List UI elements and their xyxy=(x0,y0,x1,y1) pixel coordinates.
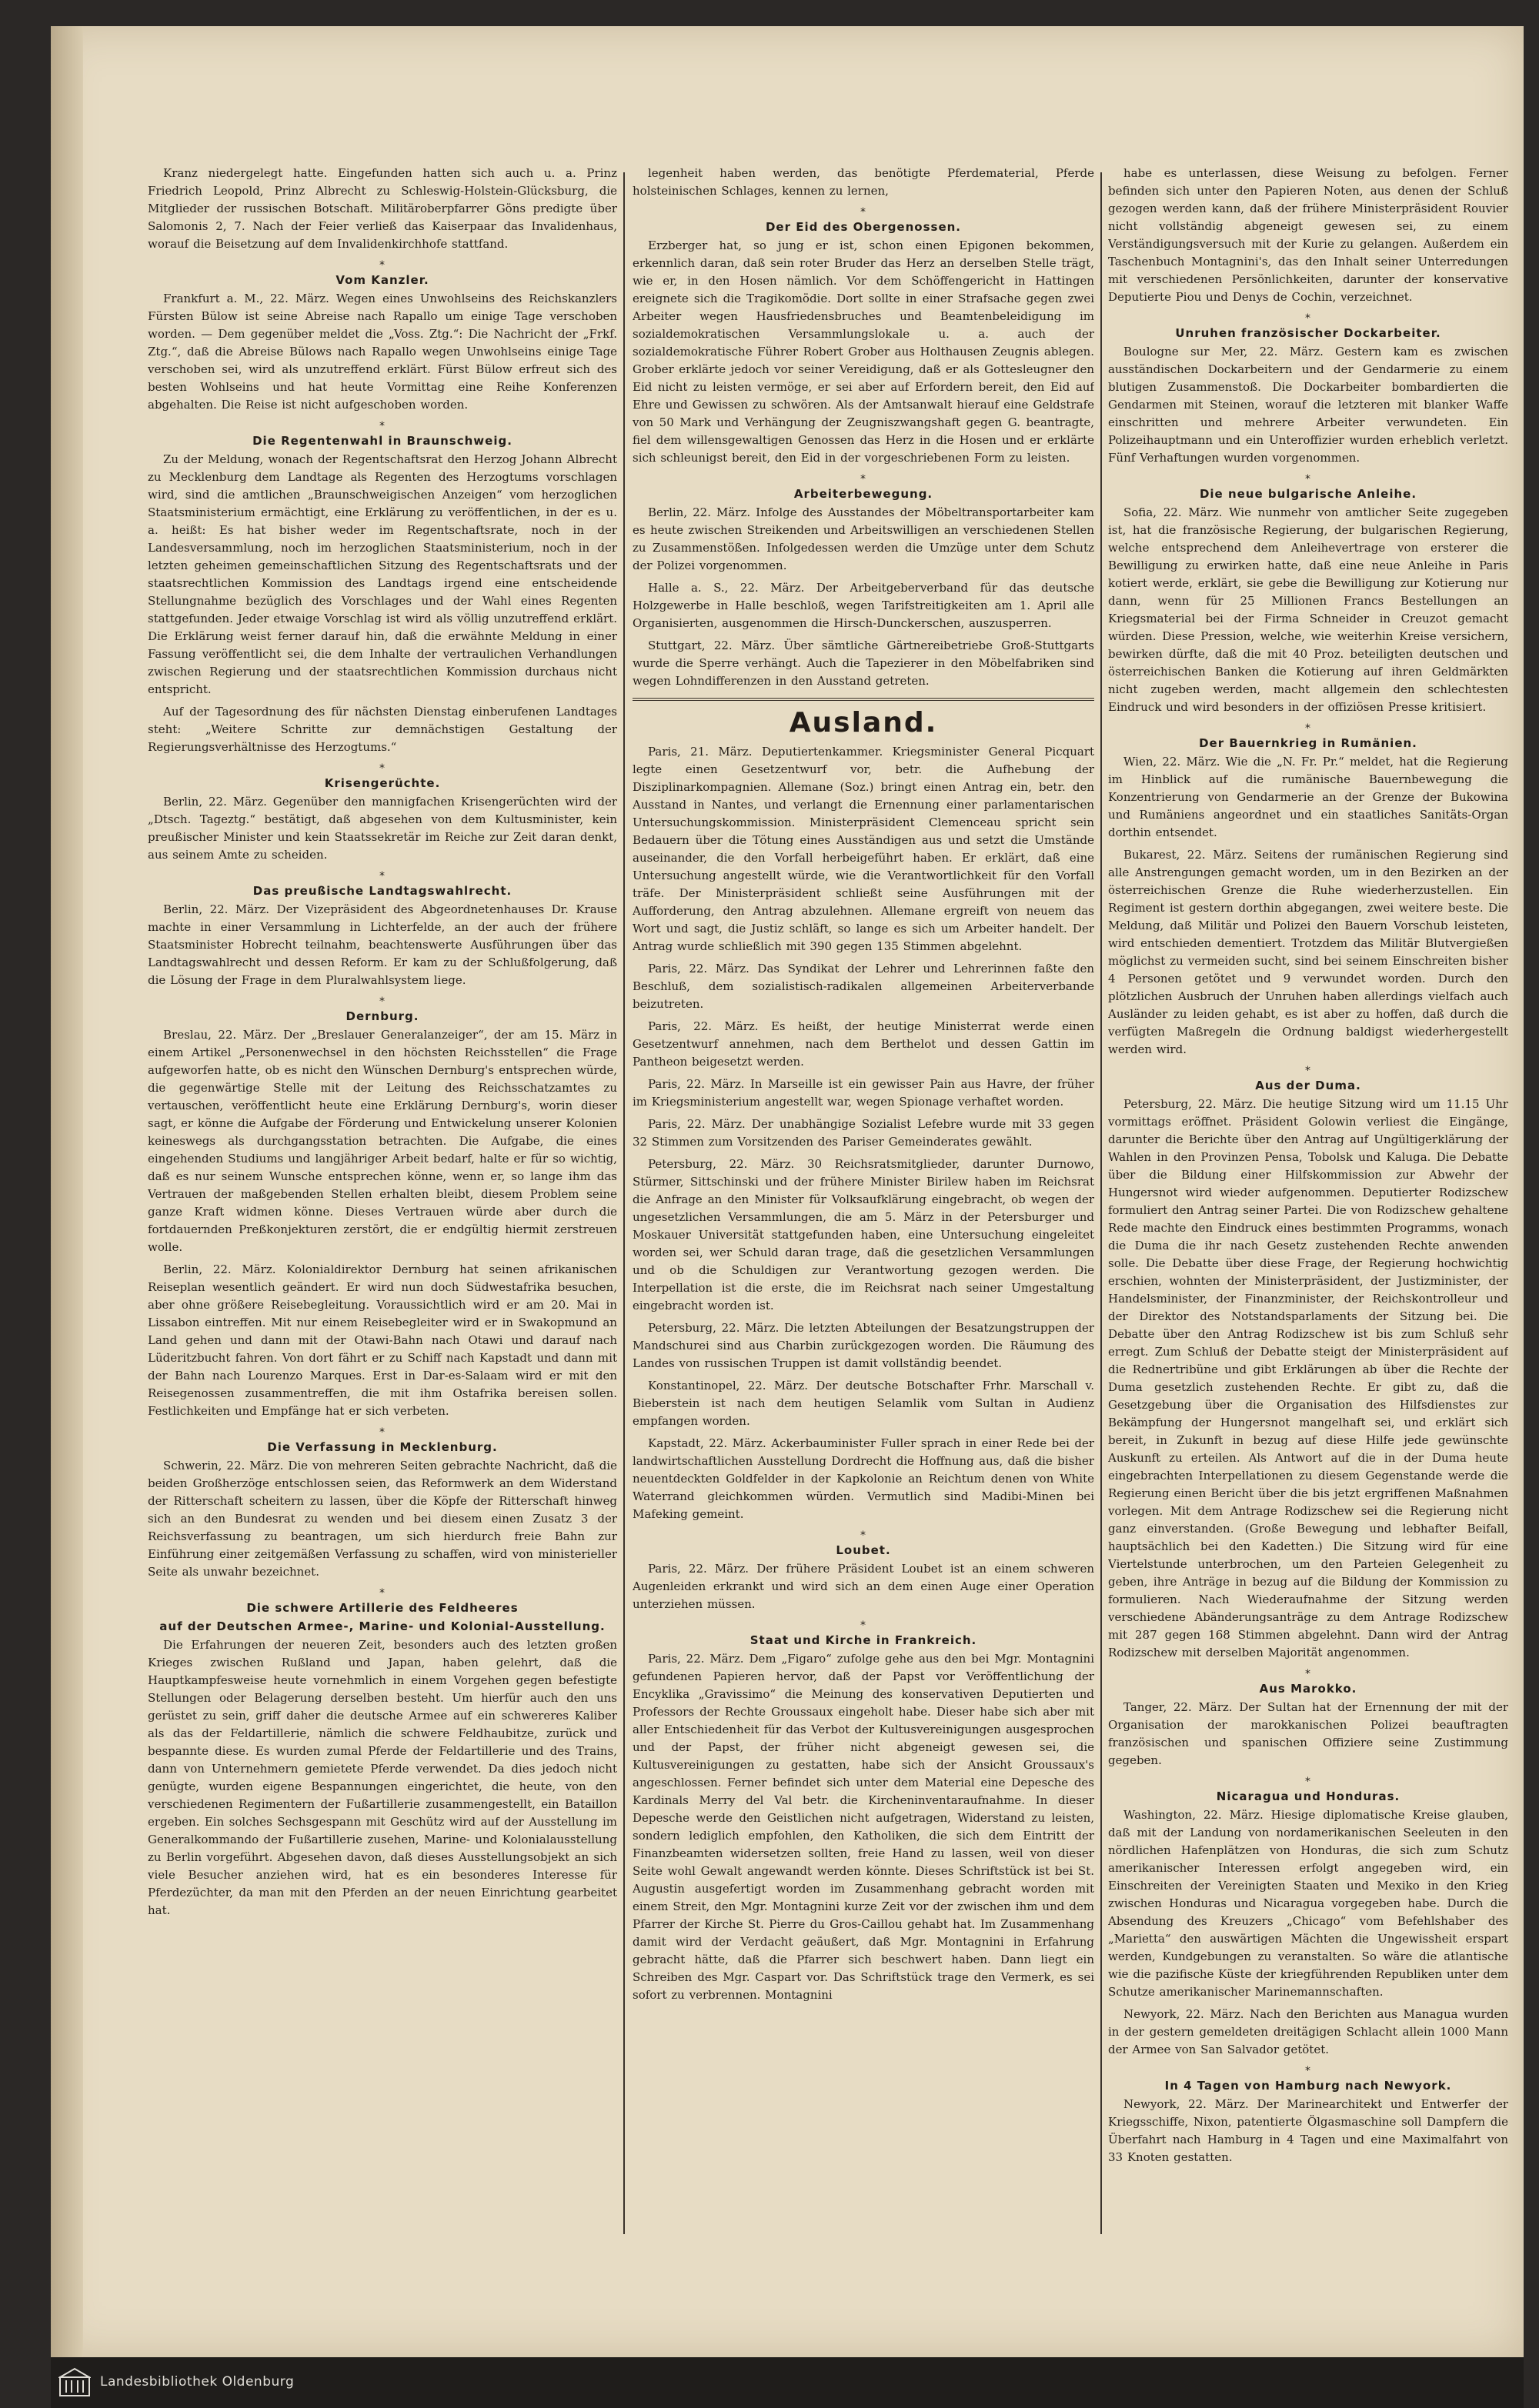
article xyxy=(148,870,617,989)
article-paragraph: Paris, 22. März. Das Syndikat der Lehrer und Lehrerinnen faßte den Beschluß, dem sozialistisch-radikalen allgemeinen Arbeiterverbande beizutreten. xyxy=(633,962,1094,1011)
heading-text: Arbeiterbewegung. xyxy=(793,487,933,501)
article-paragraph: Berlin, 22. März. Gegenüber den mannigfachen Krisengerüchten wird der „Dtsch. Tageztg.“ bestätigt, daß abgesehen von dem Kultusminister, kein preußischer Minister und kein Staatssekretär im Reiche zur Zeit daran denkt, aus seinem Amte zu scheiden. xyxy=(148,795,617,862)
article-paragraph: Newyork, 22. März. Nach den Berichten aus Managua wurden in der gestern gemeldeten dreitägigen Schlacht allein 1000 Mann der Armee von San Salvador getötet. xyxy=(1108,2007,1508,2056)
article-heading xyxy=(1108,312,1508,340)
heading-text: Unruhen französischer Dockarbeiter. xyxy=(1175,326,1441,340)
article-paragraph: Paris, 22. März. Dem „Figaro“ zufolge gehe aus den bei Mgr. Montagnini gefundenen Papieren hervor, daß der Papst vor Veröffentlichung der Encyklika „Gravissimo“ die Meinung des konservativen Deputierten und Professors der Rechte Groussaux eingeholt habe. Dieser habe sich aber mit aller Entschiedenheit für das Verbot der Kultusvereinigungen ausgesprochen und der Papst, der früher nicht abgeneigt gewesen sei, die Kultusvereinigungen zu gestatten, habe sich der Ansicht Groussaux's angeschlossen. Ferner befindet sich unter dem Material eine Depesche des Kardinals Merry del Val betr. die Kircheninventaraufnahme. In dieser Depesche werde den Geistlichen nicht aufgetragen, Widerstand zu leisten, sondern lediglich empfohlen, den Katholiken, die sich dem Eintritt der Finanzbeamten widersetzen sollten, freie Hand zu lassen, weil von dieser Seite wohl Gewalt angewandt werden könnte. Dieses Schriftstück ist bei St. Augustin ausgefertigt worden im Zusammenhang gebracht worden mit einem Streit, den Mgr. Montagnini kurze Zeit vor der zwischen ihm und dem Pfarrer der Kirche St. Pierre du Gros-Caillou gehabt hat. Im Zusammenhang damit wird der Verdacht geäußert, daß Mgr. Montagnini in Erfahrung gebracht hätte, daß die Pfarrer sich beschwert haben. Dann liegt ein Schreiben des Mgr. Caspart vor. Das Schriftstück trage den Vermerk, es sei sofort zu verbrennen. Montagnini xyxy=(633,1652,1094,2002)
article-heading xyxy=(1108,1065,1508,1092)
article-paragraph: Kranz niedergelegt hatte. Eingefunden hatten sich auch u. a. Prinz Friedrich Leopold, Prinz Albrecht zu Schleswig-Holstein-Glücksburg, die Mitglieder der russischen Botschaft. Militäroberpfarrer Göns predigte über Salomonis 2, 7. Nach der Feier verließ das Kaiserpaar das Invalidenhaus, worauf die Beisetzung auf dem Invalidenkirchhofe stattfand. xyxy=(148,166,617,251)
article-paragraph: Kapstadt, 22. März. Ackerbauminister Fuller sprach in einer Rede bei der landwirtschaftlichen Ausstellung Dordrecht die Hoffnung aus, daß die bisher neuentdeckten Goldfelder in der Kapkolonie an Reichtum denen von White Waterrand gleichkommen würden. Vermutlich sind Madibi-Minen bei Mafeking gemeint. xyxy=(633,1436,1094,1521)
asterisk-separator: * xyxy=(1305,1776,1311,1788)
article-paragraph: Wien, 22. März. Wie die „N. Fr. Pr.“ meldet, hat die Regierung im Hinblick auf die rumänische Bauernbewegung die Konzentrierung von Gendarmerie an der Grenze der Bukowina und Rumäniens angeordnet und ein staatliches Sanitäts-Organ dorthin entsendet. xyxy=(1108,755,1508,839)
heading-text: Loubet. xyxy=(836,1543,891,1557)
article xyxy=(148,259,617,414)
article-heading xyxy=(148,1426,617,1454)
article-heading xyxy=(633,1529,1094,1557)
asterisk-separator: * xyxy=(1305,722,1311,735)
heading-text: Dernburg. xyxy=(346,1009,419,1023)
article xyxy=(633,165,1094,200)
article-heading xyxy=(1108,1668,1508,1696)
article-paragraph: Paris, 22. März. Der unabhängige Sozialist Lefebre wurde mit 33 gegen 32 Stimmen zum Vorsitzenden des Pariser Gemeinderates gewählt. xyxy=(633,1117,1094,1149)
article-heading xyxy=(148,259,617,287)
heading-text: Die neue bulgarische Anleihe. xyxy=(1199,487,1417,501)
article-paragraph: Berlin, 22. März. Der Vizepräsident des Abgeordnetenhauses Dr. Krause machte in einer Versammlung in Lichterfelde, an der auch der frühere Staatsminister Hobrecht teilnahm, beachtenswerte Ausführungen über das Landtagswahlrecht und dessen Reform. Er kam zu der Schlußfolgerung, daß die Lösung der Frage in dem Pluralwahlsystem liege. xyxy=(148,902,617,987)
article xyxy=(1108,2065,1508,2166)
article xyxy=(1108,1776,1508,2059)
article xyxy=(148,1587,617,1919)
article-paragraph: Erzberger hat, so jung er ist, schon einen Epigonen bekommen, erkennlich daran, daß sein roter Bruder das Herz an derselben Stelle trägt, wie er, in den Hosen nämlich. Vor dem Schöffengericht in Hattingen ereignete sich die Tragikomödie. Dort sollte in einer Strafsache gegen zwei Arbeiter wegen Hausfriedensbruches und Beamtenbeleidigung im sozialdemokratischen Versammlungslokale u. a. auch der sozialdemokratische Führer Robert Grober aus Holthausen Zeugnis ablegen. Grober erklärte jedoch vor seiner Vereidigung, daß er als Gottesleugner den Eid nicht zu leisten vermöge, er sei aber auf Erfordern bereit, den Eid auf Ehre und Gewissen zu schwören. Als der Amtsanwalt hierauf eine Geldstrafe von 50 Mark und Verhängung der Zeugniszwangshaft gegen G. beantragte, fiel dem willensgewaltigen Genossen das Herz in die Hosen und er erklärte sich schleunigst bereit, den Eid in der vorgeschriebenen Form zu leisten. xyxy=(633,238,1094,465)
heading-text: Aus Marokko. xyxy=(1259,1682,1357,1696)
heading-text: Nicaragua und Honduras. xyxy=(1216,1789,1400,1803)
article-paragraph: Frankfurt a. M., 22. März. Wegen eines Unwohlseins des Reichskanzlers Fürsten Bülow ist seine Abreise nach Rapallo um einige Tage verschoben worden. — Dem gegenüber meldet die „Voss. Ztg.“: Die Nachricht der „Frkf. Ztg.“, daß die Abreise Bülows nach Rapallo wegen Unwohlseins einige Tage verschoben sei, wird als unzutreffend erklärt. Fürst Bülow erfreut sich des besten Wohlseins und hat heute Vormittag eine Reihe Konferenzen abgehalten. Die Reise ist nicht aufgeschoben worden. xyxy=(148,292,617,412)
article-paragraph: Petersburg, 22. März. Die letzten Abteilungen der Besatzungstruppen der Mandschurei sind aus Charbin zurückgezogen worden. Die Räumung des Landes von russischen Truppen ist damit vollständig beendet. xyxy=(633,1321,1094,1370)
asterisk-separator: * xyxy=(379,420,386,432)
asterisk-separator: * xyxy=(1305,1668,1311,1680)
article xyxy=(1108,1065,1508,1662)
heading-text: Vom Kanzler. xyxy=(336,273,429,287)
heading-text: Die schwere Artillerie des Feldheeres xyxy=(246,1601,519,1615)
footer-bar xyxy=(51,2357,1524,2408)
article xyxy=(1108,722,1508,1059)
article xyxy=(148,996,617,1420)
article-heading xyxy=(633,473,1094,501)
article-paragraph: Paris, 21. März. Deputiertenkammer. Kriegsminister General Picquart legte einen Gesetzentwurf vor, betr. die Aufhebung der Disziplinarkompagnien. Allemane (Soz.) bringt einen Antrag ein, betr. den Ausstand in Nantes, und verlangt die Ernennung einer parlamentarischen Untersuchungskommission. Ministerpräsident Clemenceau spricht sein Bedauern über die Tötung eines Ausständigen aus und setzt die Umstände auseinander, die den Vorfall herbeigeführt haben. Er erklärt, daß eine Untersuchung angestellt würde, wie die Verantwortlichkeit für den Vorfall träfe. Der Ministerpräsident schließt seine Ausführungen mit der Aufforderung, den Antrag abzulehnen. Allemane ergreift von neuem das Wort und sagt, die Justiz schläft, so lange es sich um Arbeiter handelt. Der Antrag wurde schließlich mit 390 gegen 135 Stimmen abgelehnt. xyxy=(633,745,1094,953)
article-paragraph: Paris, 22. März. In Marseille ist ein gewisser Pain aus Havre, der früher im Kriegsministerium angestellt war, wegen Spionage verhaftet worden. xyxy=(633,1077,1094,1109)
page-gutter xyxy=(51,26,83,2357)
article xyxy=(148,165,617,253)
heading-text: Das preußische Landtagswahlrecht. xyxy=(252,884,512,898)
asterisk-separator: * xyxy=(1305,1065,1311,1077)
article-paragraph: Zu der Meldung, wonach der Regentschaftsrat den Herzog Johann Albrecht zu Mecklenburg dem Landtage als Regenten des Herzogtums vorschlagen wird, sind die amtlichen „Braunschweigischen Anzeigen“ vom herzoglichen Staatsministerium ermächtigt, eine Erklärung zu veröffentlichen, in der es u. a. heißt: Es hat bisher weder im Regentschaftsrate, noch in der Landesversammlung, noch im herzoglichen Staatsministerium, noch in der letzten geheimen gemeinschaftlichen Sitzung des Regentschaftsrats und der staatsrechtlichen Kommission des Landtags irgend eine entscheidende Stellungnahme bezüglich des Vorschlages und der Wahl eines Regenten stattgefunden. Jeder etwaige Vorschlag ist wird als völlig unzutreffend erklärt. Die Erklärung weist ferner darauf hin, daß die erwähnte Meldung in einer Fassung veröffentlicht sei, die dem Inhalte der vertraulichen Verhandlungen zwischen Regierung und der staatsrechtlichen Kommission durchaus nicht entspricht. xyxy=(148,452,617,696)
asterisk-separator: * xyxy=(1305,312,1311,325)
column-rule xyxy=(623,172,625,2234)
asterisk-separator: * xyxy=(860,1529,866,1542)
article-paragraph: Schwerin, 22. März. Die von mehreren Seiten gebrachte Nachricht, daß die beiden Großherzöge entschlossen seien, das Reformwerk an dem Widerstand der Ritterschaft scheitern zu lassen, über die Köpfe der Ritterschaft hinweg sich an den Bundesrat zu wenden und bei diesem einen Zusatz 3 der Reichsverfassung zu beantragen, um sich hierdurch freie Bahn zur Einführung einer zeitgemäßen Verfassung zu schaffen, wird von ministerieller Seite als unwahr bezeichnet. xyxy=(148,1459,617,1579)
article xyxy=(148,1426,617,1581)
asterisk-separator: * xyxy=(1305,473,1311,485)
asterisk-separator: * xyxy=(379,1426,386,1439)
library-building-icon xyxy=(58,2366,91,2399)
article xyxy=(1108,165,1508,306)
article xyxy=(633,206,1094,467)
article-paragraph: Washington, 22. März. Hiesige diplomatische Kreise glauben, daß mit der Landung von nordamerikanischen Seeleuten in den nördlichen Hafenplätzen von Honduras, die sich zum Schutz amerikanischer Interessen erfolgt angegeben wird, ein Einschreiten der Vereinigten Staaten und Mexiko in den Krieg zwischen Honduras und Nicaragua vorgegeben habe. Durch die Absendung des Kreuzers „Chicago“ vom Befehlshaber des „Marietta“ den auswärtigen Mächten die Ungewissheit erspart werden, Kundgebungen zu veranstalten. So wäre die atlantische wie die pazifische Küste der kriegführenden Republiken unter dem Schutze amerikanischer Marinemannschaften. xyxy=(1108,1808,1508,1999)
article-heading xyxy=(633,206,1094,234)
article xyxy=(148,420,617,756)
article-paragraph: Bukarest, 22. März. Seitens der rumänischen Regierung sind alle Anstrengungen gemacht worden, um in den Bezirken an der österreichischen Grenze die Ruhe wiederherzustellen. Ein Regiment ist gestern dorthin abgegangen, zwei weitere beste. Die Meldung, daß Militär und Polizei den Bauern Vorschub leisteten, wird entschieden dementiert. Trotzdem das Militär Blutvergießen möglichst zu vermeiden sucht, sind bei seinem Einschreiten bisher 4 Personen getötet und 9 verwundet worden. Durch den plötzlichen Ausbruch der Unruhen haben allerdings vielfach auch Ausländer zu leiden gehabt, es ist aber zu hoffen, daß durch die verfügten Maßregeln die Ordnung baldigst wiederhergestellt werden wird. xyxy=(1108,848,1508,1056)
article xyxy=(633,698,1094,1523)
asterisk-separator: * xyxy=(379,259,386,272)
heading-text: Ausland. xyxy=(789,707,938,739)
article-paragraph: Paris, 22. März. Der frühere Präsident Loubet ist an einem schweren Augenleiden erkrankt und wird sich an dem einen Auge einer Operation unterziehen müssen. xyxy=(633,1562,1094,1611)
asterisk-separator: * xyxy=(860,1619,866,1632)
article xyxy=(1108,312,1508,467)
heading-text: Die Verfassung in Mecklenburg. xyxy=(267,1440,498,1454)
asterisk-separator: * xyxy=(379,996,386,1008)
asterisk-separator: * xyxy=(860,206,866,218)
newspaper-page xyxy=(51,26,1524,2357)
article xyxy=(633,473,1094,690)
article-paragraph: Auf der Tagesordnung des für nächsten Dienstag einberufenen Landtages steht: „Weitere Schritte zur demnächstigen Gestaltung der Regierungsverhältnisse des Herzogtums.“ xyxy=(148,705,617,754)
article-subheading: auf der Deutschen Armee-, Marine- und Kolonial-Ausstellung. xyxy=(159,1619,606,1633)
heading-text: Der Bauernkrieg in Rumänien. xyxy=(1199,736,1417,750)
asterisk-separator: * xyxy=(860,473,866,485)
article-heading xyxy=(1108,1776,1508,1803)
article xyxy=(1108,1668,1508,1769)
article-paragraph: Sofia, 22. März. Wie nunmehr von amtlicher Seite zugegeben ist, hat die französische Regierung, der bulgarischen Regierung, welche entsprechend dem Anleihevertrage von ersterer die Bewilligung zu erwirken hatte, daß eine neue Anleihe in Paris kotiert werde, erklärt, sie gebe die Bewilligung zur Kotierung nur dann, wenn für 25 Millionen Francs Bestellungen an Kriegsmaterial bei der Firma Schneider in Creuzot gemacht würden. Diese Pression, welche, wie weiterhin Kreise versichern, bewirken dürfte, daß die mit 40 Proz. beteiligten deutschen und österreichischen Banken die Kotierung auf ihren Geldmärkten nicht zugeben werden, macht allgemein den schlechtesten Eindruck und wird besonders in der offiziösen Presse kritisiert. xyxy=(1108,505,1508,714)
article-heading xyxy=(1108,2065,1508,2093)
column-right xyxy=(1108,165,1508,2242)
article xyxy=(1108,473,1508,716)
article-paragraph: Newyork, 22. März. Der Marinearchitekt und Entwerfer der Kriegsschiffe, Nixon, patentierte Ölgasmaschine soll Dampfern die Überfahrt nach Hamburg in 4 Tagen und eine Maximalfahrt von 33 Knoten gestatten. xyxy=(1108,2097,1508,2164)
asterisk-separator: * xyxy=(1305,2065,1311,2077)
article-heading xyxy=(148,870,617,898)
heading-text: Krisengerüchte. xyxy=(324,776,441,790)
article-heading xyxy=(148,996,617,1023)
article-paragraph: Boulogne sur Mer, 22. März. Gestern kam es zwischen ausständischen Dockarbeitern und der Gendarmerie zu einem blutigen Zusammenstoß. Die Dockarbeiter bombardierten die Gendarmen mit Steinen, worauf die letzteren mit blanker Waffe einschritten und mehrere Arbeiter verwundeten. Ein Polizeihauptmann und ein Unteroffizier wurden erheblich verletzt. Fünf Verhaftungen wurden vorgenommen. xyxy=(1108,345,1508,465)
article-paragraph: habe es unterlassen, diese Weisung zu befolgen. Ferner befinden sich unter den Papieren Noten, aus denen der Schluß gezogen werden kann, daß der frühere Ministerpräsident Rouvier nicht vollständig abgeneigt gewesen sei, zu einem Verständigungsversuch mit der Kurie zu gelangen. Außerdem ein Taschenbuch Montagnini's, das den Inhalt seiner Unterredungen mit verschiedenen Persönlichkeiten, darunter der konservative Deputierte Piou und Denys de Cochin, verzeichnet. xyxy=(1108,166,1508,304)
article-heading xyxy=(1108,722,1508,750)
article-paragraph: Stuttgart, 22. März. Über sämtliche Gärtnereibetriebe Groß-Stuttgarts wurde die Sperre verhängt. Auch die Tapezierer in den Möbelfabriken sind wegen Lohndifferenzen in den Ausstand getreten. xyxy=(633,639,1094,688)
article-heading xyxy=(633,1619,1094,1647)
asterisk-separator: * xyxy=(379,762,386,775)
asterisk-separator: * xyxy=(379,1587,386,1599)
heading-text: Aus der Duma. xyxy=(1255,1079,1361,1092)
article-paragraph: Petersburg, 22. März. 30 Reichsratsmitglieder, darunter Durnowo, Stürmer, Sittschinski und der frühere Minister Birilew haben im Reichsrat die Anfrage an den Minister für Volksaufklärung eingebracht, ob wegen der ungesetzlichen Versammlungen, die am 5. März in der Petersburger und Moskauer Universität stattgefunden haben, eine Untersuchung eingeleitet worden sei, wer Schuld daran trage, daß die gesetzlichen Versammlungen und ob die Schuldigen zur Verantwortung gezogen werden. Die Interpellation ist die erste, die im Reichsrat nach seiner Umgestaltung eingebracht worden ist. xyxy=(633,1157,1094,1312)
article-paragraph: Breslau, 22. März. Der „Breslauer Generalanzeiger“, der am 15. März in einem Artikel „Personenwechsel in den höchsten Reichsstellen“ die Frage aufgeworfen hatte, ob es nicht den Wünschen Dernburg's entsprechen würde, die gegenwärtige Stelle mit der Leitung des Reichsschatzamtes zu vertauschen, veröffentlicht heute eine Erklärung Dernburg's, worin dieser sagt, er könne die Aufgabe der Förderung und Entwickelung unserer Kolonien keineswegs als durchgangsstation betrachten. Die Aufgabe, die eines eingehenden Studiums und langjähriger Arbeit bedarf, halte er für so wichtig, daß es nur seinem Wunsche entsprechen könne, wenn er, so lange ihm das Vertrauen der maßgebenden Stellen erhalten bleibt, diesem Problem seine ganze Kraft widmen könne. Dieses Vertrauen würde aber durch die fortdauernden Preßkonjekturen zerstört, die er endgültig hiermit zerstreuen wolle. xyxy=(148,1028,617,1254)
article xyxy=(633,1619,1094,2004)
asterisk-separator: * xyxy=(379,870,386,882)
article-paragraph: Die Erfahrungen der neueren Zeit, besonders auch des letzten großen Krieges zwischen Rußland und Japan, haben gelehrt, daß die Hauptkampfesweise heute vornehmlich in einem Vorgehen gegen befestigte Stellungen oder Belagerung derselben besteht. Um hierfür auch den uns gerüstet zu sein, griff daher die deutsche Armee auf ein schwereres Kaliber als das der Feldartillerie, nämlich die schwere Feldhaubitze, zurück und bespannte diese. Es wurden zumal Pferde der Feldartillerie und des Trains, dann von Unternehmern gemietete Pferde verwendet. Da dies jedoch nicht genügte, wurden eigene Bespannungen eingerichtet, die heute, von den verschiedenen Regimentern der Fußartillerie zusammengestellt, ein Bataillon ergeben. Ein solches Sechsgespann mit Geschütz wird auf der Ausstellung im Generalkommando der Fußartillerie zusehen, Marine- und Kolonialausstellung zu Berlin vorgeführt. Abgesehen davon, daß dieses Ausstellungsobjekt an sich viele Besucher anziehen wird, hat es ein besonderes Interesse für Pferdezüchter, da man mit den Pferden an der neuen Einrichtung gearbeitet hat. xyxy=(148,1638,617,1917)
column-middle xyxy=(633,165,1094,2242)
article-paragraph: Tanger, 22. März. Der Sultan hat der Ernennung der mit der Organisation der marokkanischen Polizei beauftragten französischen und spanischen Offiziere seine Zustimmung gegeben. xyxy=(1108,1700,1508,1767)
article-paragraph: legenheit haben werden, das benötigte Pferdematerial, Pferde holsteinischen Schlages, kennen zu lernen, xyxy=(633,166,1094,198)
library-name: Landesbibliothek Oldenburg xyxy=(100,2374,295,2390)
article-paragraph: Halle a. S., 22. März. Der Arbeitgeberverband für das deutsche Holzgewerbe in Halle beschloß, wegen Tarifstreitigkeiten am 1. April alle Organisierten, ausgenommen die Hirsch-Dunckerschen, auszusperren. xyxy=(633,581,1094,630)
heading-text: Der Eid des Obergenossen. xyxy=(765,220,961,234)
heading-text: Die Regentenwahl in Braunschweig. xyxy=(252,434,512,448)
article-paragraph: Berlin, 22. März. Infolge des Ausstandes der Möbeltransportarbeiter kam es heute zwischen Streikenden und Arbeitswilligen an verschiedenen Stellen zu Zusammenstößen. Infolgedessen werden die Umzüge unter dem Schutz der Polizei vorgenommen. xyxy=(633,505,1094,572)
article-heading xyxy=(148,762,617,790)
article-heading xyxy=(148,1587,617,1615)
heading-text: In 4 Tagen von Hamburg nach Newyork. xyxy=(1164,2079,1452,2093)
article-paragraph: Petersburg, 22. März. Die heutige Sitzung wird um 11.15 Uhr vormittags eröffnet. Präsident Golowin verliest die Eingänge, darunter die Berichte über den Antrag auf Ungültigerklärung der Wahlen in den Provinzen Pensa, Tobolsk und Kaluga. Die Debatte über die Bildung einer Hilfskommission zur Abwehr der Hungersnot wird wieder aufgenommen. Deputierter Rodizschew formuliert den Antrag seiner Partei. Die von Rodizschew gehaltene Rede machte den Eindruck eines bestimmten Programms, wonach die Duma die ihr nach Gesetz zustehenden Rechte anwenden solle. Die Debatte über diese Frage, der Regierung hochwichtig erschien, wohnten der Ministerpräsident, der Justizminister, der Handelsminister, der Finanzminister, der Reichskontrolleur und der Direktor des Notstandsparlaments der Sitzung bei. Die Debatte über den Antrag Rodizschew ist bis zum Schluß sehr erregt. Zum Schluß der Debatte steigt der Ministerpräsident auf die Rednertribüne und gibt Erklärungen ab über die Rechte der Duma gesetzlich zustehenden Rechte. Er gibt zu, daß die Gesetzgebung über die Organisation des Hilfsdienstes zur Bekämpfung der Hungersnot mangelhaft sei, und erklärt sich bereit, in Zukunft in bezug auf diese Hilfe jede gewünschte Auskunft zu erteilen. Als Antwort auf die in der Duma heute eingebrachten Interpellationen zu diesem Gegenstande werde die Regierung einen Bericht über die bis jetzt ergriffenen Maßnahmen vorlegen. Mit dem Antrage Rodizschew sei die Regierung nicht ganz einverstanden. (Große Bewegung und lebhafter Beifall, hauptsächlich bei den Kadetten.) Die Sitzung wird für eine Viertelstunde unterbrochen, um den Parteien Gelegenheit zu geben, ihre Anträge in bezug auf die Bildung der Kommission zu formulieren. Nach Wiederaufnahme der Sitzung werden verschiedene Abänderungsanträge zu dem Antrage Rodizschew mit 287 gegen 168 Stimmen abgelehnt. Dann wird der Antrag Rodizschew mit derselben Majorität angenommen. xyxy=(1108,1097,1508,1659)
heading-text: Staat und Kirche in Frankreich. xyxy=(749,1633,977,1647)
article xyxy=(633,1529,1094,1613)
article-paragraph: Konstantinopel, 22. März. Der deutsche Botschafter Frhr. Marschall v. Bieberstein ist nach dem heutigen Selamlik vom Sultan in Audienz empfangen worden. xyxy=(633,1379,1094,1428)
section-heading xyxy=(633,698,1094,739)
article-paragraph: Paris, 22. März. Es heißt, der heutige Ministerrat werde einen Gesetzentwurf annehmen, nach dem Berthelot und dessen Gattin im Pantheon beigesetzt werden. xyxy=(633,1019,1094,1069)
column-left xyxy=(148,165,617,2242)
article-heading xyxy=(148,420,617,448)
article xyxy=(148,762,617,864)
column-rule xyxy=(1100,172,1102,2234)
article-paragraph: Berlin, 22. März. Kolonialdirektor Dernburg hat seinen afrikanischen Reiseplan wesentlich geändert. Er wird nun doch Südwestafrika besuchen, aber ohne größere Reisebegleitung. Voraussichtlich wird er am 20. Mai in Lissabon eintreffen. Mit nur einem Reisebegleiter wird er in Swakopmund an Land gehen und dann mit der Otawi-Bahn nach Otawi und darauf nach Lüderitzbucht fahren. Von dort fährt er zu Schiff nach Kapstadt und dann mit der Bahn nach Lourenzo Marques. Erst in Dar-es-Salaam wird er mit den Reisegenossen zusammentreffen, die mit ihm Ostafrika bereisen sollen. Festlichkeiten und Empfänge hat er sich verbeten. xyxy=(148,1262,617,1418)
article-heading xyxy=(1108,473,1508,501)
